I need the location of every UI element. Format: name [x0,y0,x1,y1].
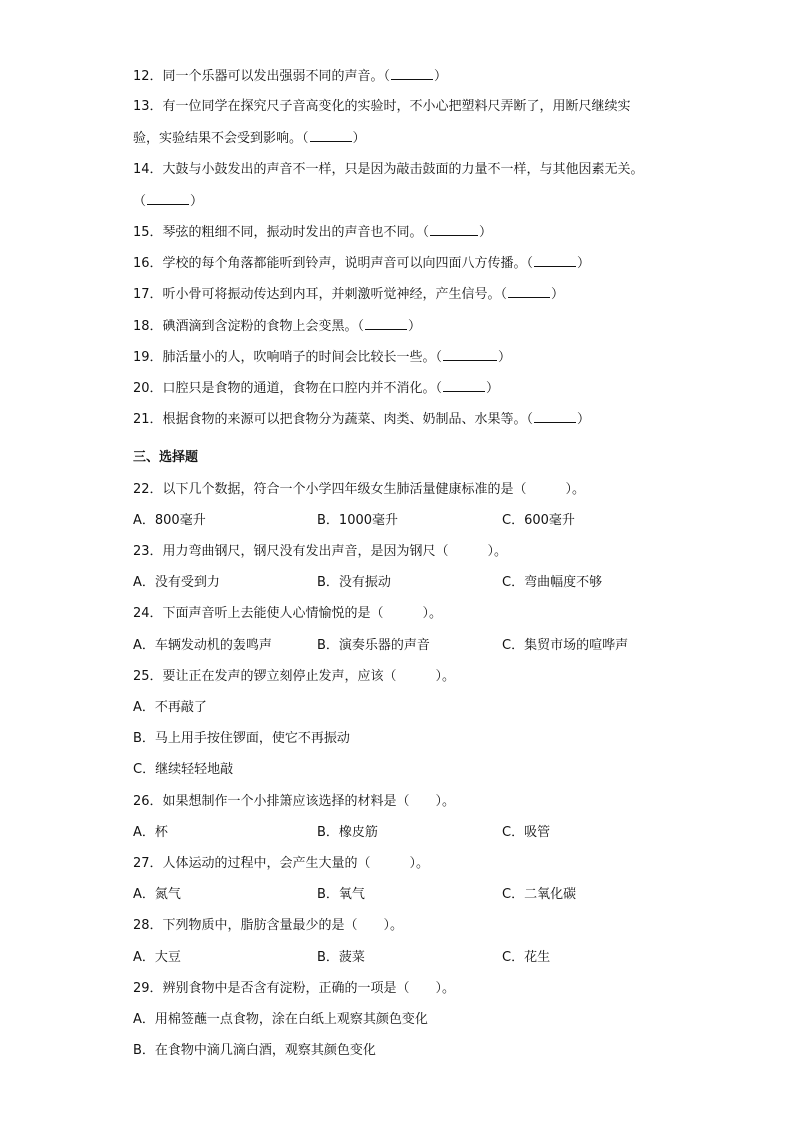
choice-option[interactable]: C．继续轻轻地敲 [133,762,234,778]
question-text-end: ） [479,225,493,240]
choice-option[interactable]: A．车辆发动机的轰鸣声 [133,637,272,653]
question-text-end: ） [577,256,591,272]
answer-blank[interactable] [443,347,497,361]
question-text-end: ） [190,193,204,209]
question-text: 16．学校的每个角落都能听到铃声，说明声音可以向四面八方传播。（ [133,256,534,272]
question-stem: 23．用力弯曲钢尺，钢尺没有发出声音，是因为钢尺（ ）。 [133,544,508,559]
question-line [133,160,644,180]
choice-option[interactable]: C．吸管 [502,824,551,840]
question-line [133,97,631,117]
question-line [133,128,366,148]
choice-option[interactable]: A．没有受到力 [133,575,220,591]
choice-option[interactable]: A．氮气 [133,887,181,903]
question-line [133,347,511,367]
answer-blank[interactable] [310,128,352,142]
question-stem: 26．如果想制作一个小排箫应该选择的材料是（ ）。 [133,793,456,809]
question-stem: 29．辨别食物中是否含有淀粉，正确的一项是（ ）。 [133,980,456,996]
question-text: 14．大鼓与小鼓发出的声音不一样，只是因为敲击鼓面的力量不一样，与其他因素无关。 [133,161,644,177]
choice-option[interactable]: C．600毫升 [502,512,575,528]
choice-option[interactable]: B．演奏乐器的声音 [317,637,430,653]
question-text: 17．听小骨可将振动传达到内耳，并刺激听觉神经，产生信号。（ [133,287,508,303]
answer-blank[interactable] [534,253,576,267]
question-text: 18．碘酒滴到含淀粉的食物上会变黑。（ [133,318,365,334]
question-text: 20．口腔只是食物的通道，食物在口腔内并不消化。（ [133,381,443,396]
question-text-end: ） [486,381,500,396]
question-text: 19．肺活量小的人，吹响哨子的时间会比较长一些。（ [133,349,443,365]
question-stem: 22．以下几个数据，符合一个小学四年级女生肺活量健康标准的是（ ）。 [133,481,586,497]
question-text-end: ） [551,287,565,303]
choice-option[interactable]: B．橡皮筋 [317,824,378,840]
question-stem: 25．要让正在发声的锣立刻停止发声，应该（ ）。 [133,668,456,684]
question-line [133,222,492,242]
choice-option[interactable]: B．马上用手按住锣面，使它不再振动 [133,731,350,747]
choice-option[interactable]: C．二氧化碳 [502,887,577,903]
question-text: 验，实验结果不会受到影响。（ [133,131,309,147]
choice-option[interactable]: C．弯曲幅度不够 [502,575,603,591]
answer-blank[interactable] [508,284,550,298]
question-text-end: ） [434,69,448,84]
question-text-end: ） [498,349,512,365]
choice-option[interactable]: A．用棉签蘸一点食物，涂在白纸上观察其颜色变化 [133,1012,428,1027]
choice-option[interactable]: C．集贸市场的喧哗声 [502,637,629,653]
choice-option[interactable]: B．没有振动 [317,575,391,591]
choice-option[interactable]: A．800毫升 [133,512,206,528]
question-text: （ [133,193,147,209]
choice-option[interactable]: A．杯 [133,824,168,840]
question-line [133,253,590,273]
question-text-end: ） [352,131,366,147]
question-stem: 27．人体运动的过程中，会产生大量的（ ）。 [133,856,430,871]
answer-blank[interactable] [443,378,485,392]
question-line [133,378,499,398]
question-text: 21．根据食物的来源可以把食物分为蔬菜、肉类、奶制品、水果等。（ [133,412,534,428]
question-line [133,284,564,304]
question-line [133,316,421,336]
question-text-end: ） [408,318,422,334]
choice-option[interactable]: B．菠菜 [317,949,365,965]
choice-option[interactable]: B．在食物中滴几滴白酒，观察其颜色变化 [133,1043,376,1059]
answer-blank[interactable] [391,66,433,80]
choice-option[interactable]: A．不再敲了 [133,700,207,715]
answer-blank[interactable] [365,316,407,330]
question-line [133,191,203,211]
question-line [133,409,590,429]
answer-blank[interactable] [534,409,576,423]
choice-option[interactable]: C．花生 [502,949,551,965]
question-text: 13．有一位同学在探究尺子音高变化的实验时，不小心把塑料尺弄断了，用断尺继续实 [133,99,631,115]
choice-option[interactable]: B．氧气 [317,887,365,903]
question-text-end: ） [577,412,591,428]
question-text: 15．琴弦的粗细不同，振动时发出的声音也不同。（ [133,225,430,240]
choice-option[interactable]: A．大豆 [133,949,181,965]
section-title: 三、选择题 [133,450,199,466]
answer-blank[interactable] [430,222,478,236]
question-text: 12．同一个乐器可以发出强弱不同的声音。（ [133,69,391,84]
question-line [133,66,447,86]
question-stem: 24．下面声音听上去能使人心情愉悦的是（ ）。 [133,606,443,622]
answer-blank[interactable] [147,191,189,205]
question-stem: 28．下列物质中，脂肪含量最少的是（ ）。 [133,918,404,934]
choice-option[interactable]: B．1000毫升 [317,512,399,528]
